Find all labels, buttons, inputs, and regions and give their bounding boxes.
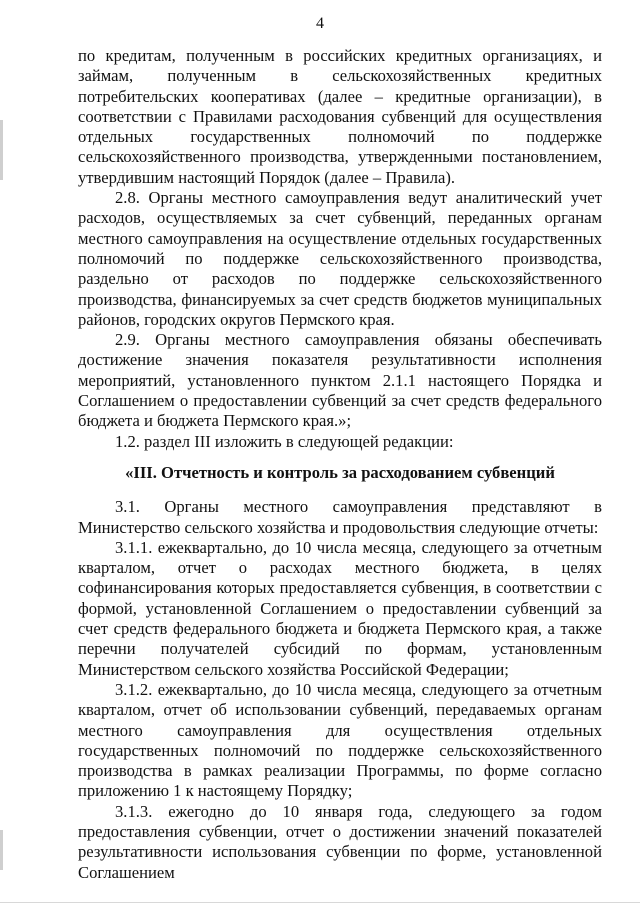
page-number: 4 xyxy=(316,15,324,32)
paragraph-2-9: 2.9. Органы местного самоуправления обязаны обеспечивать достижение значения показателя результативности исполнения мероприятий, установленного пунктом 2.1.1 настоящего Порядка и Соглашением о предоставлении субвенций за счет средств федерального бюджета и бюджета Пермского края.»; xyxy=(78,330,602,431)
paragraph-3-1-3: 3.1.3. ежегодно до 10 января года, следующего за годом предоставления субвенции, отчет о достижении значений показателей результативности использования субвенции по форме, установленной Соглашением xyxy=(78,801,602,882)
paragraph-3-1-1: 3.1.1. ежеквартально, до 10 числа месяца, следующего за отчетным кварталом, отчет о расходах местного бюджета, в целях софинансирования которых предоставляется субвенция, в соответствии с формой, установленной Соглашением о предоставлении субвенций за счет средств федерального бюджета и бюджета Пермского края, а также перечни получателей субсидий по формам, установленным Министерством сельского хозяйства Российской Федерации; xyxy=(78,537,602,679)
paragraph-2-8: 2.8. Органы местного самоуправления ведут аналитический учет расходов, осуществляемых за счет субвенций, переданных органам местного самоуправления на осуществление отдельных государственных полномочий по поддержке сельскохозяйственного производства, раздельно от расходов по поддержке сельскохозяйственного производства, финансируемых за счет средств бюджетов муниципальных районов, городских округов Пермского края. xyxy=(78,188,602,329)
paragraph-1-2: 1.2. раздел III изложить в следующей редакции: xyxy=(115,431,454,451)
scan-bottom-edge xyxy=(0,902,640,903)
document-body xyxy=(78,46,602,883)
scan-edge-mark xyxy=(0,830,3,870)
section-heading: «III. Отчетность и контроль за расходованием субвенций xyxy=(125,462,555,482)
paragraph-3-1-2: 3.1.2. ежеквартально, до 10 числа месяца, следующего за отчетным кварталом, отчет об использовании субвенций, передаваемых органам местного самоуправления для осуществления отдельных государственных полномочий по поддержке сельскохозяйственного производства в рамках реализации Программы, по форме согласно приложению 1 к настоящему Порядку; xyxy=(78,679,602,801)
paragraph-continuation: по кредитам, полученным в российских кредитных организациях, и займам, полученным в сельскохозяйственных кредитных потребительских кооперативах (далее – кредитные организации), в соответствии с Правилами расходования субвенций для осуществления отдельных государственных полномочий по поддержке сельскохозяйственного производства, утвержденными постановлением, утвердившим настоящий Порядок (далее – Правила). xyxy=(78,46,602,187)
paragraph-3-1: 3.1. Органы местного самоуправления представляют в Министерство сельского хозяйства и продовольствия следующие отчеты: xyxy=(78,497,602,537)
scan-edge-mark xyxy=(0,120,3,180)
